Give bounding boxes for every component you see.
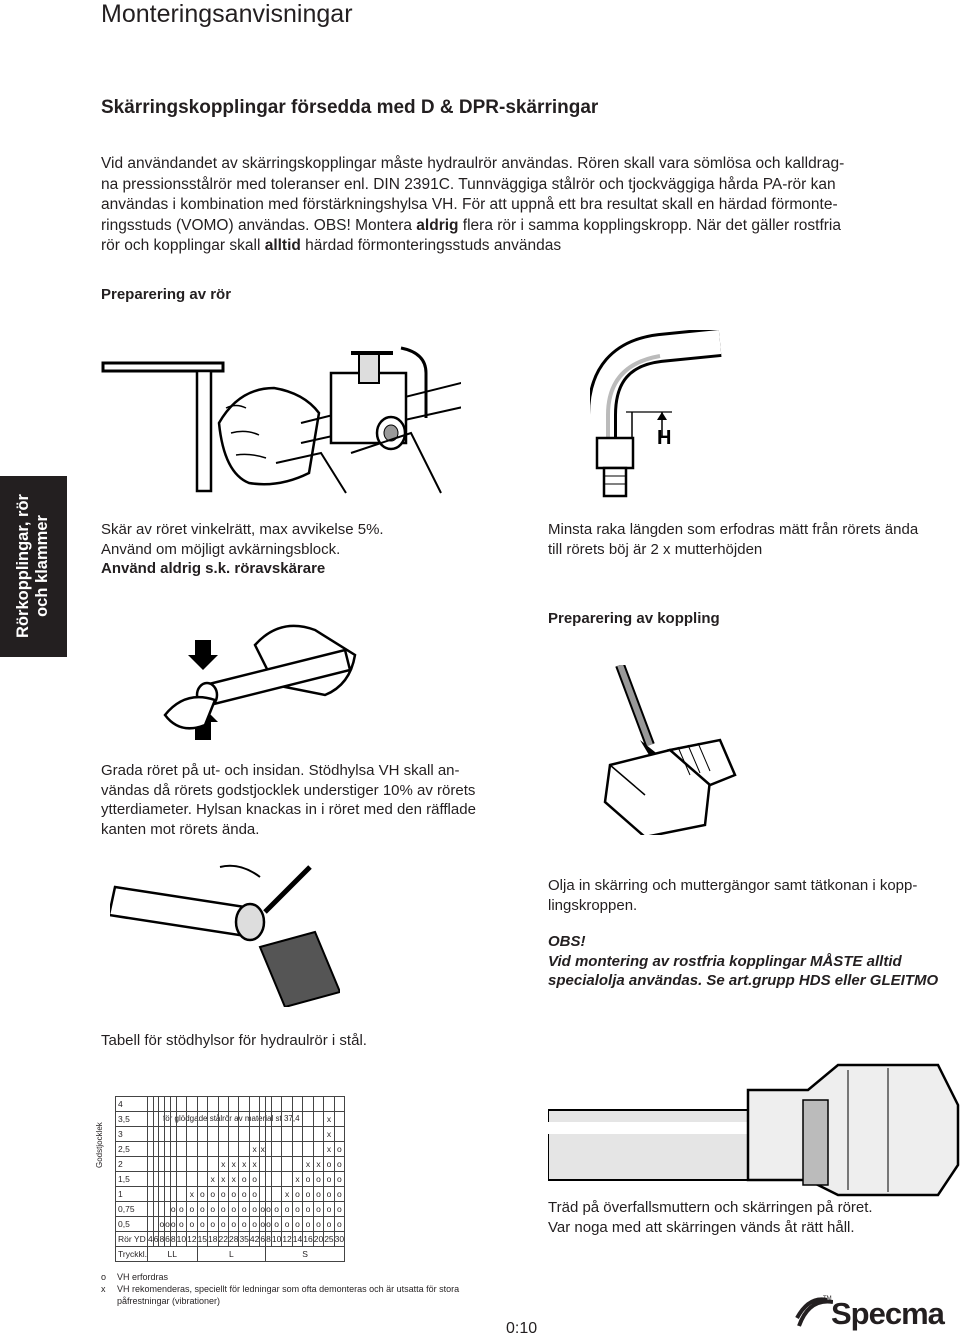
table-cell [218, 1127, 228, 1142]
table-cell: o [334, 1202, 344, 1217]
table-cell: o [334, 1172, 344, 1187]
trademark-mark: TM [823, 1296, 832, 1302]
table-cell [187, 1112, 197, 1127]
table-cell [271, 1097, 281, 1112]
table-row [116, 1202, 345, 1217]
table-cell: o [187, 1217, 197, 1232]
table-cell [218, 1142, 228, 1157]
table-cell: o [176, 1202, 186, 1217]
table-cell [187, 1127, 197, 1142]
table-cell [239, 1142, 249, 1157]
table-cell [292, 1157, 302, 1172]
od-value: 4 [147, 1232, 153, 1247]
table-cell [292, 1097, 302, 1112]
table-cell: o [218, 1202, 228, 1217]
table-cell [249, 1112, 259, 1127]
table-cell: o [324, 1157, 334, 1172]
table-legend: o VH erfordras x VH rekomenderas, speciellt för ledningar som ofta demonteras och är utsatta för stora påfrestningar (vibrationer) [101, 1272, 460, 1306]
series-l: L [197, 1247, 266, 1262]
table-cell: o [303, 1172, 313, 1187]
table-cell: x [324, 1142, 334, 1157]
table-cell: o [170, 1202, 176, 1217]
section-title: Skärringskopplingar försedda med D & DPR-skärringar [101, 97, 599, 118]
table-cell: x [324, 1127, 334, 1142]
table-cell [197, 1157, 207, 1172]
table-cell: o [239, 1202, 249, 1217]
deburring-illustration [150, 610, 370, 760]
table-cell [282, 1157, 292, 1172]
table-cell [228, 1127, 238, 1142]
bent-pipe-illustration [590, 330, 730, 505]
od-value: 10 [271, 1232, 281, 1247]
table-cell: o [208, 1202, 218, 1217]
table-cell [282, 1097, 292, 1112]
table-cell [292, 1142, 302, 1157]
intro-line: ringsstuds (VOMO) användas. OBS! Montera aldrig flera rör i samma kopplingskropp. När det gäller rostfria [101, 216, 841, 234]
table-cell [176, 1127, 186, 1142]
table-cell [218, 1112, 228, 1127]
table-cell [176, 1112, 186, 1127]
table-cell: o [324, 1172, 334, 1187]
table-cell [303, 1097, 313, 1112]
table-cell: o [249, 1172, 259, 1187]
table-cell: o [271, 1202, 281, 1217]
table-cell [197, 1097, 207, 1112]
table-cell [249, 1127, 259, 1142]
od-value: 6 [260, 1232, 266, 1247]
table-cell [249, 1097, 259, 1112]
table-cell: o [313, 1217, 323, 1232]
obs-note: OBS! Vid montering av rostfria kopplingar MÅSTE alltid specialolja användas. Se art.grupp HDS eller GLEITMO [548, 933, 939, 989]
table-cell: o [334, 1142, 344, 1157]
table-cell [239, 1127, 249, 1142]
table-cell: o [292, 1202, 302, 1217]
table-cell [303, 1142, 313, 1157]
table-cell: o [260, 1217, 266, 1232]
intro-line: Vid användandet av skärringskopplingar måste hydraulrör användas. Rören skall vara sömlösa och kalldrag- [101, 155, 845, 172]
page-number: 0:10 [506, 1320, 538, 1337]
table-cell [271, 1172, 281, 1187]
row-label: 1 [116, 1187, 148, 1202]
table-cell: o [187, 1202, 197, 1217]
table-row [116, 1157, 345, 1172]
od-value: 14 [292, 1232, 302, 1247]
table-cell [197, 1142, 207, 1157]
table-cell: o [218, 1187, 228, 1202]
wall-thickness-axis-label: Godstjocklek [95, 1122, 104, 1168]
table-row [116, 1097, 345, 1112]
table-cell: o [313, 1187, 323, 1202]
row-label: 0,75 [116, 1202, 148, 1217]
table-cell: o [260, 1202, 266, 1217]
row-label: 2,5 [116, 1142, 148, 1157]
table-cell: x [187, 1187, 197, 1202]
table-cell: x [292, 1172, 302, 1187]
table-cell [187, 1142, 197, 1157]
od-row [116, 1232, 345, 1247]
intro-paragraph [101, 154, 943, 257]
od-value: 8 [266, 1232, 272, 1247]
series-s: S [266, 1247, 345, 1262]
table-cell: x [218, 1157, 228, 1172]
table-cell: o [197, 1202, 207, 1217]
od-value: 28 [228, 1232, 238, 1247]
table-cell: o [249, 1187, 259, 1202]
row-label: 1,5 [116, 1172, 148, 1187]
table-cell: x [324, 1112, 334, 1127]
series-row [116, 1247, 345, 1262]
table-cell: o [228, 1217, 238, 1232]
table-cell: o [249, 1202, 259, 1217]
table-cell: o [197, 1217, 207, 1232]
table-cell [187, 1097, 197, 1112]
table-cell: x [313, 1157, 323, 1172]
table-row [116, 1112, 345, 1127]
assembly-instructions: Träd på överfallsmuttern och skärringen på röret. Var noga med att skärringen vänds åt rätt håll. [548, 1199, 873, 1236]
table-cell [197, 1172, 207, 1187]
table-cell [239, 1097, 249, 1112]
table-cell: o [208, 1217, 218, 1232]
table-cell [197, 1112, 207, 1127]
series-label: Tryckkl. [116, 1247, 148, 1262]
row-label: 0,5 [116, 1217, 148, 1232]
table-cell [282, 1172, 292, 1187]
table-heading: Tabell för stödhylsor för hydraulrör i stål. [101, 1032, 367, 1049]
table-cell [271, 1142, 281, 1157]
table-cell [334, 1097, 344, 1112]
table-row [116, 1187, 345, 1202]
table-cell [228, 1142, 238, 1157]
table-cell [239, 1112, 249, 1127]
table-cell: o [324, 1202, 334, 1217]
table-cell [313, 1142, 323, 1157]
od-value: 8 [170, 1232, 176, 1247]
table-cell: o [292, 1217, 302, 1232]
table-cell: x [218, 1172, 228, 1187]
prep-coupling-heading: Preparering av koppling [548, 610, 720, 627]
table-cell [313, 1112, 323, 1127]
table-cell: o [282, 1217, 292, 1232]
intro-line: na pressionsstålrör med toleranser enl. DIN 2391C. Tunnväggiga stålrör och tjockväggiga hårda PA-rör kan [101, 175, 836, 193]
table-cell [208, 1157, 218, 1172]
table-cell [176, 1157, 186, 1172]
table-cell: o [159, 1217, 165, 1232]
table-cell [334, 1112, 344, 1127]
table-cell [208, 1112, 218, 1127]
row-label: 3,5 [116, 1112, 148, 1127]
table-cell [176, 1142, 186, 1157]
table-cell [271, 1127, 281, 1142]
table-cell [334, 1127, 344, 1142]
od-value: 25 [324, 1232, 334, 1247]
table-row [116, 1142, 345, 1157]
table-cell [313, 1127, 323, 1142]
cutting-block-illustration [101, 333, 461, 503]
table-cell [187, 1172, 197, 1187]
od-value: 35 [239, 1232, 249, 1247]
od-label: Rör YD [116, 1232, 148, 1247]
table-row [116, 1172, 345, 1187]
table-cell [292, 1127, 302, 1142]
od-value: 16 [303, 1232, 313, 1247]
table-cell: o [239, 1217, 249, 1232]
od-value: 20 [313, 1232, 323, 1247]
table-cell [292, 1112, 302, 1127]
table-cell [176, 1172, 186, 1187]
od-value: 6 [153, 1232, 159, 1247]
table-cell [197, 1127, 207, 1142]
table-cell [303, 1112, 313, 1127]
table-cell: o [271, 1217, 281, 1232]
table-cell [208, 1097, 218, 1112]
table-row [116, 1127, 345, 1142]
table-cell: o [324, 1217, 334, 1232]
od-value: 42 [249, 1232, 259, 1247]
row-label: 3 [116, 1127, 148, 1142]
table-cell: o [282, 1202, 292, 1217]
table-cell: o [239, 1187, 249, 1202]
table-cell: x [249, 1157, 259, 1172]
table-cell: x [228, 1172, 238, 1187]
table-cell [176, 1187, 186, 1202]
row-label: 2 [116, 1157, 148, 1172]
hammer-sleeve-illustration [110, 862, 340, 1007]
table-cell: o [266, 1217, 272, 1232]
table-cell [208, 1142, 218, 1157]
table-cell: x [249, 1142, 259, 1157]
table-cell: o [303, 1187, 313, 1202]
od-value: 12 [187, 1232, 197, 1247]
deburring-instructions: Grada röret på ut- och insidan. Stödhylsa VH skall an- vändas då rörets godstjocklek understiger 10% av rörets ytterdiameter. Hylsan knackas in i röret med den räfflade kanten mot rörets ända. [101, 762, 476, 838]
table-cell [187, 1157, 197, 1172]
table-cell: o [165, 1217, 171, 1232]
table-cell: o [334, 1217, 344, 1232]
side-tab: Rörkopplingar, rör och klammer [0, 476, 67, 657]
brand-wordmark: Specma [831, 1296, 944, 1331]
assembled-coupling-illustration [548, 1050, 960, 1200]
od-value: 8 [159, 1232, 165, 1247]
page-title: Monteringsanvisningar [101, 0, 353, 28]
od-value: 6 [165, 1232, 171, 1247]
bend-instructions: Minsta raka längden som erfodras mätt från rörets ända till rörets böj är 2 x mutterhöjden [548, 521, 919, 558]
table-cell [324, 1097, 334, 1112]
table-cell: o [228, 1202, 238, 1217]
table-cell [313, 1097, 323, 1112]
h-dimension-label: H [657, 427, 672, 449]
table-cell: o [239, 1172, 249, 1187]
intro-line: rör och kopplingar skall alltid härdad förmonteringsstuds användas [101, 237, 562, 255]
table-cell [282, 1142, 292, 1157]
table-cell: x [208, 1172, 218, 1187]
table-cell [228, 1112, 238, 1127]
table-cell: o [218, 1217, 228, 1232]
cut-instructions: Skär av röret vinkelrätt, max avvikelse 5%. Använd om möjligt avkärningsblock. Använd aldrig s.k. röravskärare [101, 521, 384, 577]
table-cell [271, 1187, 281, 1202]
table-cell: x [228, 1157, 238, 1172]
table-cell: o [303, 1217, 313, 1232]
oiling-coupling-illustration [590, 665, 740, 835]
table-cell: o [313, 1202, 323, 1217]
od-value: 22 [218, 1232, 228, 1247]
table-cell [303, 1127, 313, 1142]
table-cell: o [208, 1187, 218, 1202]
intro-line: användas i kombination med förstärkningshylsa VH. För att uppnå ett bra resultat skall en härdad förmonte- [101, 196, 838, 214]
table-cell [282, 1127, 292, 1142]
sleeve-grid [115, 1096, 345, 1262]
table-cell [271, 1157, 281, 1172]
table-cell: o [324, 1187, 334, 1202]
od-value: 15 [197, 1232, 207, 1247]
series-ll: LL [147, 1247, 197, 1262]
table-cell: x [303, 1157, 313, 1172]
table-cell: x [260, 1142, 266, 1157]
table-cell: o [313, 1172, 323, 1187]
table-cell: x [239, 1157, 249, 1172]
table-cell: o [334, 1187, 344, 1202]
table-row [116, 1217, 345, 1232]
table-cell [228, 1097, 238, 1112]
table-cell [208, 1127, 218, 1142]
od-value: 30 [334, 1232, 344, 1247]
table-cell [218, 1097, 228, 1112]
oiling-instructions: Olja in skärring och muttergängor samt tätkonan i kopp- lingskroppen. [548, 877, 918, 914]
table-cell: x [282, 1187, 292, 1202]
table-cell: o [334, 1157, 344, 1172]
table-cell [282, 1112, 292, 1127]
od-value: 10 [176, 1232, 186, 1247]
prep-pipe-heading: Preparering av rör [101, 286, 232, 303]
od-value: 12 [282, 1232, 292, 1247]
row-label: 4 [116, 1097, 148, 1112]
table-cell: o [228, 1187, 238, 1202]
table-cell: o [303, 1202, 313, 1217]
od-value: 18 [208, 1232, 218, 1247]
table-cell: o [266, 1202, 272, 1217]
table-cell: o [292, 1187, 302, 1202]
table-cell: o [170, 1217, 176, 1232]
table-cell [271, 1112, 281, 1127]
table-cell [176, 1097, 186, 1112]
table-note: för glödgade stålrör av material st 37,4 [163, 1114, 300, 1123]
table-cell: o [197, 1187, 207, 1202]
table-cell: o [176, 1217, 186, 1232]
table-cell: o [249, 1217, 259, 1232]
